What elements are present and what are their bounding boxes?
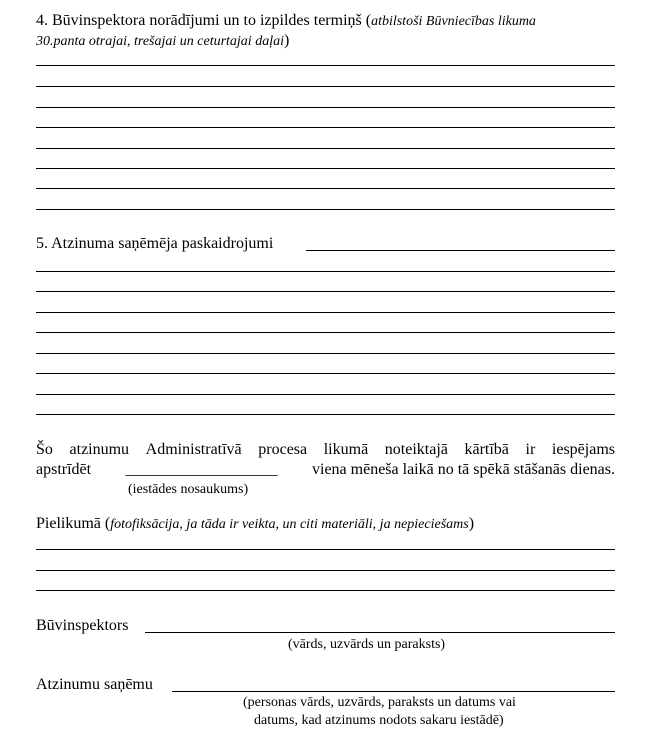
institution-name-blank[interactable]: ___________________ [125, 461, 278, 478]
appeal-word: atzinumu [69, 441, 130, 458]
appeal-word: Šo [36, 441, 53, 458]
attachments-line-2[interactable] [36, 570, 615, 571]
section-5-answer-line-1[interactable] [36, 271, 615, 272]
attachments-line-3[interactable] [36, 590, 615, 591]
receipt-signature-line[interactable] [172, 691, 615, 692]
section-4-note-line-2: 30.panta otrajai, trešajai un ceturtajai daļai [36, 34, 284, 49]
section-5-answer-line-7[interactable] [36, 394, 615, 395]
appeal-text-line-2 [36, 460, 615, 479]
receipt-caption-line-1: (personas vārds, uzvārds, paraksts un datums vai [243, 695, 516, 710]
section-4-heading: 4. Būvinspektora norādījumi un to izpildes termiņš [36, 12, 362, 29]
inspector-caption: (vārds, uzvārds un paraksts) [288, 637, 446, 652]
appeal-text-line-1 [36, 440, 615, 459]
inspector-signature-line[interactable] [145, 632, 615, 633]
section-5-answer-line-4[interactable] [36, 332, 615, 333]
section-4-note-line-1: atbilstoši Būvniecības likuma [371, 14, 536, 29]
section-4-answer-line-5[interactable] [36, 148, 615, 149]
appeal-word: ir [525, 441, 536, 458]
appeal-word: kārtībā [464, 441, 509, 458]
appeal-word: Administratīvā [145, 441, 242, 458]
section-5-answer-line-3[interactable] [36, 312, 615, 313]
section-4-answer-line-7[interactable] [36, 188, 615, 189]
attachments-note-close: ) [468, 515, 475, 532]
section-4-note-close: ) [283, 32, 290, 49]
appeal-line-2-start: apstrīdēt [36, 461, 92, 478]
section-4-heading-line-1 [36, 11, 536, 31]
section-4-note-open: ( [365, 12, 372, 29]
institution-name-caption: (iestādes nosaukums) [128, 482, 249, 497]
section-4-answer-line-2[interactable] [36, 86, 615, 87]
section-4-answer-line-3[interactable] [36, 107, 615, 108]
appeal-word: iespējams [551, 441, 615, 458]
section-4-answer-line-4[interactable] [36, 127, 615, 128]
section-5-heading: 5. Atzinuma saņēmēja paskaidrojumi [36, 235, 274, 252]
section-5-answer-line-2[interactable] [36, 291, 615, 292]
appeal-word: procesa [258, 441, 308, 458]
section-4-answer-line-1[interactable] [36, 65, 615, 66]
attachments-label: Pielikumā [36, 515, 101, 532]
inspector-label: Būvinspektors [36, 617, 129, 634]
appeal-word: likumā [323, 441, 369, 458]
appeal-word: noteiktajā [384, 441, 448, 458]
section-4-answer-line-6[interactable] [36, 168, 615, 169]
section-4-heading-line-2 [36, 31, 289, 51]
attachments-note-open: ( [104, 515, 111, 532]
appeal-line-2-end: viena mēneša laikā no tā spēkā stāšanās dienas. [312, 461, 615, 478]
receipt-caption-line-2: datums, kad atzinums nodots sakaru iestādē) [254, 713, 504, 728]
attachments-line-1[interactable] [36, 549, 615, 550]
section-5-answer-line-8[interactable] [36, 414, 615, 415]
section-5-answer-inline-line[interactable] [306, 250, 615, 251]
section-4-answer-line-8[interactable] [36, 209, 615, 210]
section-5-answer-line-5[interactable] [36, 353, 615, 354]
receipt-label: Atzinumu saņēmu [36, 676, 153, 693]
section-5-answer-line-6[interactable] [36, 373, 615, 374]
attachments-line [36, 514, 474, 534]
attachments-note: fotofiksācija, ja tāda ir veikta, un citi materiāli, ja nepieciešams [110, 517, 469, 532]
